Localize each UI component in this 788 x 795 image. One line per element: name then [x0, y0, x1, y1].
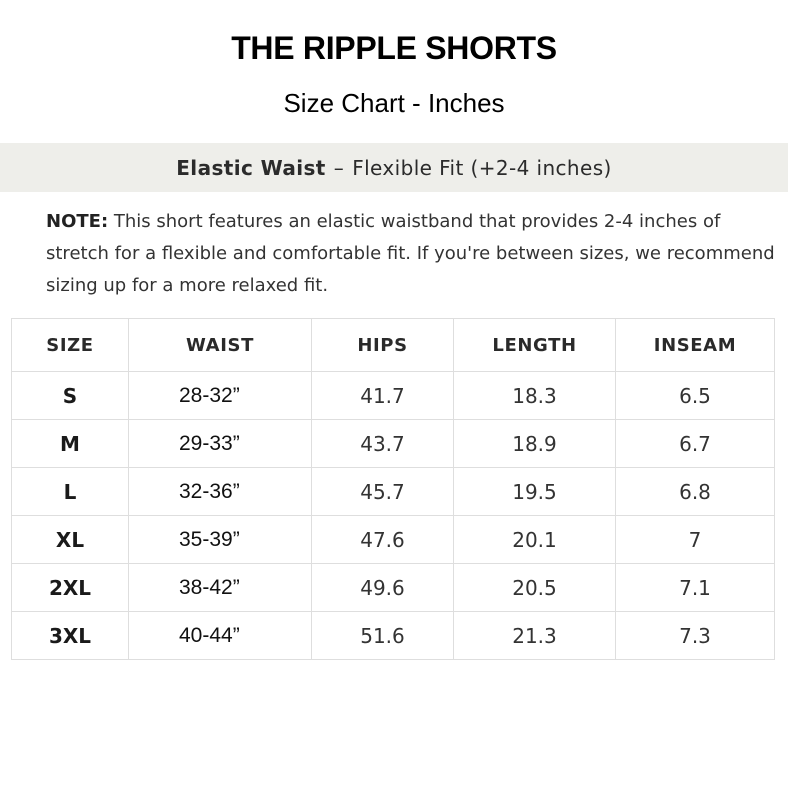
hips-cell: 41.7 — [312, 372, 454, 420]
fit-banner-dash: – — [333, 155, 345, 180]
hips-cell: 51.6 — [312, 612, 454, 660]
size-cell: L — [12, 468, 129, 516]
note-text: This short features an elastic waistband that provides 2-4 inches of stretch for a flexible and comfortable fit. If you're between sizes, we recommend sizing up for a more relaxed fit. — [46, 211, 775, 296]
table-row — [12, 612, 775, 660]
length-cell: 18.3 — [454, 372, 616, 420]
fit-banner — [0, 143, 788, 192]
hips-cell: 47.6 — [312, 516, 454, 564]
waist-cell: 29-33” — [129, 420, 312, 468]
table-row — [12, 516, 775, 564]
inseam-cell: 7 — [616, 516, 775, 564]
table-row — [12, 420, 775, 468]
header-size: SIZE — [12, 319, 129, 372]
size-cell: XL — [12, 516, 129, 564]
length-cell: 21.3 — [454, 612, 616, 660]
length-cell: 18.9 — [454, 420, 616, 468]
size-cell: 2XL — [12, 564, 129, 612]
table-header-row — [12, 319, 775, 372]
header-inseam: INSEAM — [616, 319, 775, 372]
note-paragraph — [46, 206, 776, 302]
page-subtitle: Size Chart - Inches — [283, 88, 505, 118]
size-table — [11, 318, 775, 660]
length-cell: 20.1 — [454, 516, 616, 564]
note-label: NOTE: — [46, 211, 109, 232]
hips-cell: 49.6 — [312, 564, 454, 612]
page-title: THE RIPPLE SHORTS — [231, 30, 557, 66]
header-hips: HIPS — [312, 319, 454, 372]
table-row — [12, 468, 775, 516]
waist-cell: 28-32” — [129, 372, 312, 420]
header-waist: WAIST — [129, 319, 312, 372]
waist-cell: 38-42” — [129, 564, 312, 612]
size-cell: 3XL — [12, 612, 129, 660]
inseam-cell: 7.3 — [616, 612, 775, 660]
fit-banner-bold: Elastic Waist — [176, 155, 326, 180]
hips-cell: 45.7 — [312, 468, 454, 516]
inseam-cell: 6.5 — [616, 372, 775, 420]
inseam-cell: 7.1 — [616, 564, 775, 612]
waist-cell: 32-36” — [129, 468, 312, 516]
size-cell: S — [12, 372, 129, 420]
hips-cell: 43.7 — [312, 420, 454, 468]
table-row — [12, 372, 775, 420]
waist-cell: 40-44” — [129, 612, 312, 660]
size-cell: M — [12, 420, 129, 468]
length-cell: 20.5 — [454, 564, 616, 612]
inseam-cell: 6.7 — [616, 420, 775, 468]
inseam-cell: 6.8 — [616, 468, 775, 516]
length-cell: 19.5 — [454, 468, 616, 516]
header-length: LENGTH — [454, 319, 616, 372]
fit-banner-text: Flexible Fit (+2-4 inches) — [352, 155, 612, 180]
waist-cell: 35-39” — [129, 516, 312, 564]
table-row — [12, 564, 775, 612]
